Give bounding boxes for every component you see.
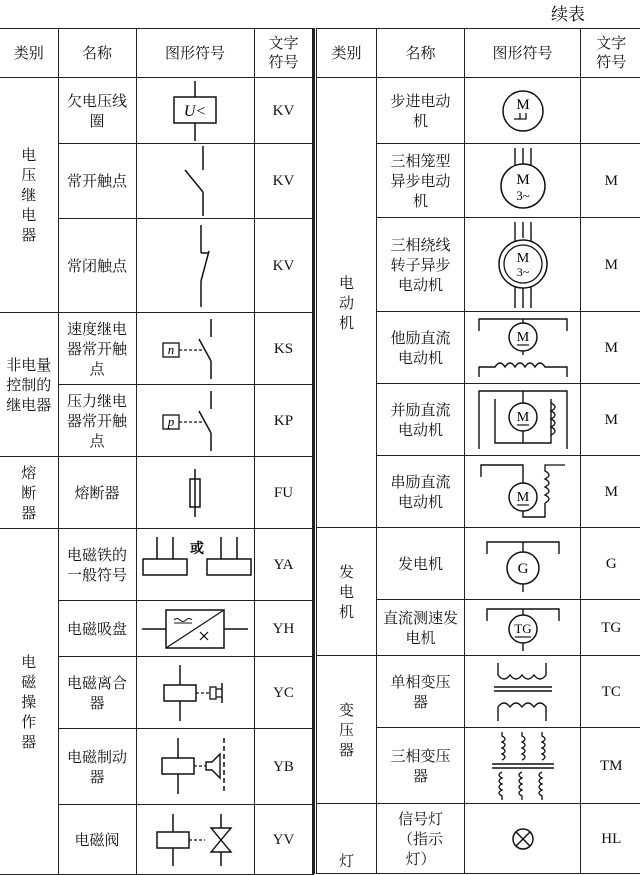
- name-cell: 电磁离合器: [58, 657, 136, 729]
- magnetic-brake-symbol: [150, 732, 240, 802]
- code-cell: KV: [254, 78, 313, 144]
- single-phase-transformer-symbol: [488, 659, 558, 725]
- symbol-cell: [465, 78, 581, 144]
- coil-label: U<: [184, 103, 206, 120]
- code-cell: KV: [254, 219, 313, 313]
- code-cell: [581, 78, 640, 144]
- symbol-cell: [465, 728, 581, 804]
- table-header-row: [317, 29, 640, 78]
- category-label: 电压继电器: [21, 145, 37, 245]
- motor-phase-label: 3~: [516, 265, 529, 279]
- name-cell: 电磁阀: [58, 805, 136, 875]
- table-row: [0, 313, 313, 385]
- table-row: [0, 529, 313, 601]
- table-row: [317, 804, 640, 874]
- solenoid-valve-symbol: [145, 810, 245, 870]
- fuse-symbol: [175, 461, 215, 525]
- code-cell: YH: [254, 601, 313, 657]
- code-cell: G: [581, 528, 640, 600]
- header-symbol: 图形符号: [465, 29, 581, 78]
- table-divider: [312, 28, 315, 874]
- category-cell: [317, 804, 377, 874]
- name-cell: 单相变压器: [377, 656, 465, 728]
- name-cell: 常开触点: [58, 144, 136, 219]
- code-cell: TG: [581, 600, 640, 656]
- category-label: 非电量控制的继电器: [5, 355, 53, 415]
- symbol-cell: [465, 384, 581, 456]
- symbol-cell: [136, 601, 254, 657]
- symbol-cell: [136, 313, 254, 385]
- code-cell: M: [581, 144, 640, 218]
- pressure-relay-contact-symbol: [155, 389, 235, 453]
- code-cell: YA: [254, 529, 313, 601]
- generator-label: G: [517, 561, 528, 577]
- electromagnet-symbol: [139, 533, 255, 597]
- name-cell: 三相笼型异步电动机: [377, 144, 465, 218]
- name-cell: 电磁铁的一般符号: [58, 529, 136, 601]
- symbol-cell: [136, 78, 254, 144]
- category-label: 电动机: [339, 273, 355, 333]
- table-row: [317, 528, 640, 600]
- header-code: [581, 29, 640, 78]
- motor-label: M: [516, 172, 529, 188]
- symbol-cell: [136, 805, 254, 875]
- motor-label: M: [516, 410, 529, 425]
- name-cell: 步进电动机: [377, 78, 465, 144]
- name-cell: 熔断器: [58, 457, 136, 529]
- code-cell: M: [581, 384, 640, 456]
- symbol-cell: [465, 144, 581, 218]
- box-label: n: [168, 342, 175, 357]
- code-cell: M: [581, 456, 640, 528]
- symbol-cell: [136, 144, 254, 219]
- motor-label: M: [516, 330, 529, 345]
- table-row: [0, 457, 313, 529]
- tachogenerator-symbol: [473, 603, 573, 653]
- name-cell: 三相绕线转子异步电动机: [377, 218, 465, 312]
- name-cell: 欠电压线圈: [58, 78, 136, 144]
- undervoltage-coil-symbol: [150, 81, 240, 141]
- header-name: 名称: [377, 29, 465, 78]
- header-symbol: 图形符号: [136, 29, 254, 78]
- motor-phase-label: 3~: [516, 188, 530, 203]
- code-cell: YB: [254, 729, 313, 805]
- magnetic-clutch-symbol: [150, 661, 240, 725]
- symbol-cell: [136, 219, 254, 313]
- symbol-cell: [136, 457, 254, 529]
- magnetic-chuck-symbol: [140, 604, 250, 654]
- name-cell: 串励直流电动机: [377, 456, 465, 528]
- name-cell: 电磁制动器: [58, 729, 136, 805]
- series-dc-motor-symbol: [473, 459, 573, 525]
- category-cell: [0, 457, 58, 529]
- table-row: [317, 78, 640, 144]
- header-category: 类别: [317, 29, 377, 78]
- name-cell: 并励直流电动机: [377, 384, 465, 456]
- category-label: 电磁操作器: [21, 652, 37, 752]
- table-header-row: [0, 29, 313, 78]
- name-cell: 他励直流电动机: [377, 312, 465, 384]
- symbol-cell: [136, 657, 254, 729]
- name-cell: 压力继电器常开触点: [58, 385, 136, 457]
- name-cell: 三相变压器: [377, 728, 465, 804]
- motor-label: M: [516, 490, 529, 505]
- symbol-cell: [465, 456, 581, 528]
- category-cell: [317, 528, 377, 656]
- or-label: 或: [190, 540, 204, 557]
- name-cell: 电磁吸盘: [58, 601, 136, 657]
- category-cell: [0, 529, 58, 875]
- symbol-cell: [136, 729, 254, 805]
- normally-open-contact-symbol: [165, 144, 225, 218]
- name-cell: 直流测速发电机: [377, 600, 465, 656]
- code-cell: KP: [254, 385, 313, 457]
- name-cell: 常闭触点: [58, 219, 136, 313]
- separately-excited-dc-motor-symbol: [473, 315, 573, 381]
- name-cell: 发电机: [377, 528, 465, 600]
- speed-relay-contact-symbol: [155, 317, 235, 381]
- normally-closed-contact-symbol: [165, 223, 225, 309]
- right-symbol-table: [316, 28, 640, 874]
- header-code: [254, 29, 313, 78]
- stepper-motor-symbol: [493, 83, 553, 139]
- table-row: [317, 656, 640, 728]
- generator-label: TG: [514, 621, 531, 636]
- table-row: [0, 78, 313, 144]
- symbol-cell: [465, 528, 581, 600]
- left-symbol-table: [0, 28, 314, 875]
- code-cell: KS: [254, 313, 313, 385]
- motor-label: M: [516, 251, 529, 266]
- shunt-dc-motor-symbol: [473, 387, 573, 453]
- squirrel-cage-motor-symbol: [493, 146, 553, 216]
- category-label: 发电机: [339, 562, 355, 622]
- symbol-cell: [465, 218, 581, 312]
- box-label: p: [167, 414, 175, 429]
- name-cell: 信号灯（指示灯）: [377, 804, 465, 874]
- symbol-cell: [465, 804, 581, 874]
- symbol-cell: [465, 656, 581, 728]
- code-cell: TM: [581, 728, 640, 804]
- symbol-cell: [136, 529, 254, 601]
- code-cell: M: [581, 218, 640, 312]
- symbol-cell: [136, 385, 254, 457]
- symbol-cell: [465, 312, 581, 384]
- category-cell: [0, 313, 58, 457]
- category-label: 熔断器: [21, 463, 37, 523]
- category-label: 变压器: [339, 700, 355, 760]
- code-cell: M: [581, 312, 640, 384]
- header-category: 类别: [0, 29, 58, 78]
- category-label: 灯: [339, 851, 355, 871]
- signal-lamp-symbol: [503, 819, 543, 859]
- header-code-label: 文字符号: [268, 34, 300, 72]
- code-cell: YC: [254, 657, 313, 729]
- code-cell: YV: [254, 805, 313, 875]
- code-cell: HL: [581, 804, 640, 874]
- symbol-cell: [465, 600, 581, 656]
- header-name: 名称: [58, 29, 136, 78]
- header-code-label: 文字符号: [595, 34, 627, 72]
- motor-label: M: [516, 97, 529, 113]
- generator-symbol: [473, 534, 573, 594]
- category-cell: [317, 78, 377, 528]
- code-cell: KV: [254, 144, 313, 219]
- code-cell: FU: [254, 457, 313, 529]
- three-phase-transformer-symbol: [488, 730, 558, 802]
- wound-rotor-motor-symbol: [493, 220, 553, 310]
- table-caption: 续表: [551, 0, 585, 25]
- name-cell: 速度继电器常开触点: [58, 313, 136, 385]
- category-cell: [317, 656, 377, 804]
- category-cell: [0, 78, 58, 313]
- code-cell: TC: [581, 656, 640, 728]
